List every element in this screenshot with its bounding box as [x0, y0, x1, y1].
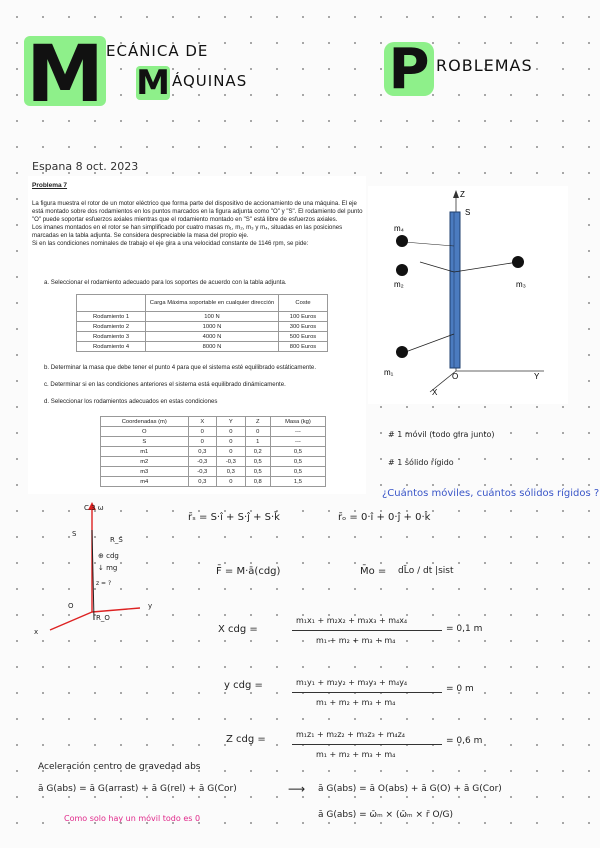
table-cell: 0 — [217, 447, 246, 457]
table-cell: S — [101, 437, 189, 447]
table-row — [77, 342, 328, 352]
table-cell: 0,8 — [245, 477, 270, 487]
coordinates-table — [100, 416, 326, 487]
table-cell: --- — [270, 427, 325, 437]
table-cell: --- — [270, 437, 325, 447]
table-cell: 0,3 — [188, 447, 217, 457]
sketch-label-y: y — [148, 602, 153, 610]
table-cell: 0,5 — [245, 467, 270, 477]
title-big-m: M — [24, 36, 106, 106]
mass-m2 — [396, 264, 408, 276]
mass-m3 — [512, 256, 524, 268]
equation-xcdg-num: m₁x₁ + m₂x₂ + m₃x₃ + m₄x₄ — [296, 616, 408, 625]
table-cell: 0,5 — [270, 467, 325, 477]
table-cell: Y — [217, 417, 246, 427]
table-cell: Rodamiento 2 — [77, 322, 146, 332]
figure-label-m1: m₁ — [384, 368, 394, 377]
sketch-diagram — [30, 500, 140, 640]
bearing-table — [76, 294, 328, 352]
table-cell: 0 — [188, 427, 217, 437]
note-question: ¿Cuántos móviles, cuántos sólidos rígidos ? — [382, 488, 600, 499]
sketch-label-z: z = ? — [96, 580, 112, 587]
table-cell: 500 Euros — [279, 332, 328, 342]
sketch-label-cdg: ⊕ cdg — [98, 552, 119, 560]
equation-xcdg-lhs: X cdg = — [218, 624, 258, 635]
fraction-bar — [292, 744, 442, 745]
equation-ro: r̄ₒ = 0·î + 0·ĵ + 0·k̂ — [338, 512, 431, 523]
rotor-shaft — [450, 212, 460, 368]
table-cell: 0 — [245, 427, 270, 437]
equation-xcdg-den: m₁ + m₂ + m₃ + m₄ — [316, 636, 396, 645]
table-cell: m2 — [101, 457, 189, 467]
table-cell: Coordenadas (m) — [101, 417, 189, 427]
table-cell: 0,5 — [270, 457, 325, 467]
table-row — [77, 312, 328, 322]
sketch-label-o: O — [68, 602, 74, 610]
table-cell: 4000 N — [146, 332, 279, 342]
sketch-label-mg: ↓ mg — [98, 564, 118, 572]
figure-label-m2: m₂ — [394, 280, 404, 289]
table-row — [101, 457, 326, 467]
sketch-label-ro: R_O — [96, 614, 110, 622]
table-cell: Z — [245, 417, 270, 427]
sketch-label-top: C.3 ω — [84, 504, 104, 512]
sketch-label-x: x — [34, 628, 39, 636]
figure-label-m3: m₃ — [516, 280, 526, 289]
equation-arrow: ⟶ — [288, 782, 306, 796]
table-row — [101, 437, 326, 447]
table-cell — [77, 295, 146, 312]
table-cell: 1,5 — [270, 477, 325, 487]
equation-rs: r̄ₛ = S·î + S·ĵ + S·k̂ — [188, 512, 280, 523]
table-cell: Masa (kg) — [270, 417, 325, 427]
table-cell: 100 Euros — [279, 312, 328, 322]
table-cell: m3 — [101, 467, 189, 477]
equation-ycdg-lhs: y cdg = — [224, 680, 263, 691]
table-cell: 0 — [217, 477, 246, 487]
equation-zcdg-lhs: Z cdg = — [226, 734, 266, 745]
table-cell: 0,5 — [270, 447, 325, 457]
problem-title: Problema 7 — [32, 182, 68, 189]
title-problemas: ROBLEMAS — [436, 56, 533, 75]
equation-ycdg-den: m₁ + m₂ + m₃ + m₄ — [316, 698, 396, 707]
table-cell: Carga Máxima soportable en cualquier dirección — [146, 295, 279, 312]
table-cell: -0,3 — [188, 467, 217, 477]
table-cell: 8000 N — [146, 342, 279, 352]
table-cell: 0,3 — [188, 477, 217, 487]
title-big-p: P — [384, 42, 434, 96]
table-cell: O — [101, 427, 189, 437]
figure-label-m4: m₄ — [394, 224, 404, 233]
table-cell: Coste — [279, 295, 328, 312]
table-cell: -0,3 — [217, 457, 246, 467]
table-cell: Rodamiento 1 — [77, 312, 146, 322]
table-cell: 100 N — [146, 312, 279, 322]
mass-m4 — [396, 235, 408, 247]
title-maquinas: ÁQUINAS — [172, 72, 248, 90]
title-mecanica-de: ECÁNICA DE — [106, 42, 209, 60]
note-aceleracion: Aceleración centro de gravedad abs — [38, 762, 201, 772]
equation-acc-3: ā G(abs) = ω̄ₘ × (ω̄ₘ × r̄ O/G) — [318, 810, 454, 820]
table-cell: 0,5 — [245, 457, 270, 467]
table-cell: m4 — [101, 477, 189, 487]
problem-paragraph-3: Si en las condiciones nominales de trabajo el eje gira a una velocidad constante de 1146 rpm, se pide: — [32, 240, 309, 247]
figure-label-x: X — [432, 388, 438, 397]
table-cell: X — [188, 417, 217, 427]
table-row — [101, 427, 326, 437]
table-header-row — [101, 417, 326, 427]
table-cell: Rodamiento 3 — [77, 332, 146, 342]
note-one-rigid-body: # 1 sólido rígido — [388, 458, 454, 467]
problem-text — [32, 200, 366, 248]
table-row — [77, 322, 328, 332]
figure-label-o: O — [452, 372, 459, 381]
fraction-bar — [292, 692, 442, 693]
question-c: c. Determinar si en las condiciones anteriores el sistema está equilibrado dinámicamente. — [44, 381, 286, 388]
table-cell: 1 — [245, 437, 270, 447]
table-cell: 300 Euros — [279, 322, 328, 332]
table-header-row — [77, 295, 328, 312]
equation-zcdg-num: m₁z₁ + m₂z₂ + m₃z₃ + m₄z₄ — [296, 730, 405, 739]
table-row — [101, 467, 326, 477]
rotor-figure — [368, 186, 568, 404]
equation-newton: F̄ = M·ā(cdg) — [216, 566, 281, 577]
figure-label-z: Z — [460, 190, 465, 199]
table-cell: 800 Euros — [279, 342, 328, 352]
mass-m1 — [396, 346, 408, 358]
problem-statement — [28, 176, 366, 494]
table-cell: -0,3 — [188, 457, 217, 467]
figure-label-y: Y — [534, 372, 540, 381]
sketch-label-s: S — [72, 530, 77, 538]
table-cell: 0 — [217, 427, 246, 437]
table-cell: 0,2 — [245, 447, 270, 457]
problem-paragraph-1: La figura muestra el rotor de un motor eléctrico que forma parte del dispositivo de accionamiento de una máquina. El eje está montado sobre dos rodamientos en los puntos marcados en la figura adjunta como "O" y "S". El rodamiento del punto "O" puede soportar esfuerzos axiales mientras que el rodamiento montado en "S" está libre de esfuerzos axiales. — [32, 200, 363, 223]
table-cell: 0 — [188, 437, 217, 447]
table-cell: m1 — [101, 447, 189, 457]
title-small-m: M — [136, 63, 170, 103]
equation-ycdg-num: m₁y₁ + m₂y₂ + m₃y₃ + m₄y₄ — [296, 678, 408, 687]
question-a: a. Seleccionar el rodamiento adecuado para los soportes de acuerdo con la tabla adjunta. — [44, 279, 287, 286]
equation-acc-1: ā G(abs) = ā G(arrast) + ā G(rel) + ā G(Cor) — [38, 784, 237, 794]
table-row — [77, 332, 328, 342]
equation-acc-2: ā G(abs) = ā O(abs) + ā G(O) + ā G(Cor) — [318, 784, 502, 794]
figure-label-s: S — [465, 208, 471, 217]
date-note: Espana 8 oct. 2023 — [32, 160, 139, 173]
question-d: d. Seleccionar los rodamientos adecuados en estas condiciones — [44, 398, 218, 405]
table-cell: 0 — [217, 437, 246, 447]
note-como-solo: Como solo hay un móvil todo es 0 — [64, 814, 201, 823]
equation-euler-lhs: M̄o = — [360, 566, 387, 577]
equation-xcdg-result: = 0,1 m — [446, 624, 483, 634]
table-row — [101, 477, 326, 487]
table-cell: Rodamiento 4 — [77, 342, 146, 352]
table-row — [101, 447, 326, 457]
fraction-bar — [292, 630, 442, 631]
table-cell: 1000 N — [146, 322, 279, 332]
equation-zcdg-result: = 0,6 m — [446, 736, 483, 746]
question-b: b. Determinar la masa que debe tener el punto 4 para que el sistema esté equilibrado estáticamente. — [44, 364, 317, 371]
equation-ycdg-result: = 0 m — [446, 684, 474, 694]
equation-euler-rhs: dL̄o / dt |sist — [398, 566, 454, 576]
equation-zcdg-den: m₁ + m₂ + m₃ + m₄ — [316, 750, 396, 759]
table-cell: 0,3 — [217, 467, 246, 477]
problem-paragraph-2: Los imanes montados en el rotor se han simplificado por cuatro masas m₁, m₂, m₃ y m₄, situadas en las posiciones marcadas en la tabla adjunta. Se considera despreciable la masa del propio eje. — [32, 224, 343, 239]
sketch-label-rs: R_S — [110, 536, 123, 544]
note-one-mobile: # 1 móvil (todo gira junto) — [388, 430, 495, 439]
